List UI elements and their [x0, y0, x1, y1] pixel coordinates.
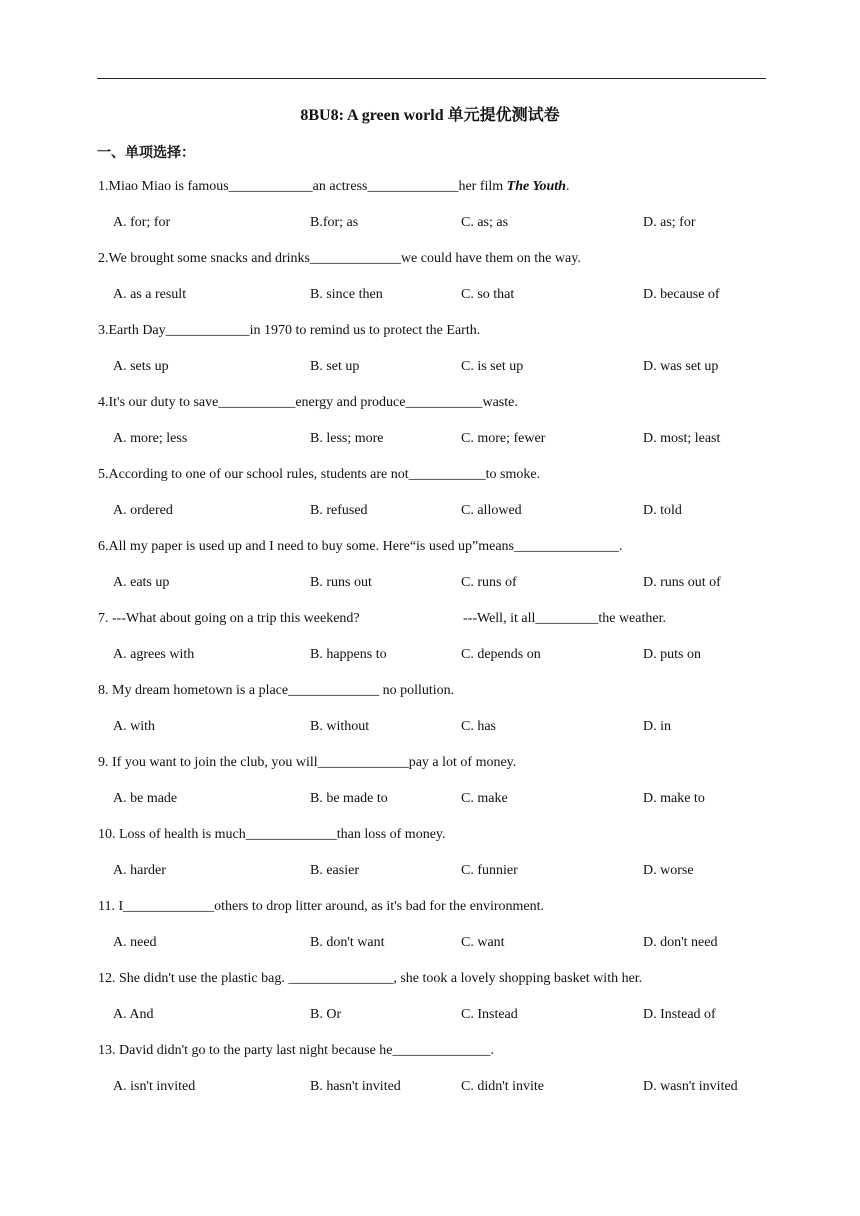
option-a: A. sets up [113, 359, 169, 374]
question-2 [0, 248, 860, 320]
option-d: D. in [643, 719, 671, 734]
option-c: C. has [461, 719, 496, 734]
option-d: D. Instead of [643, 1007, 716, 1022]
option-b: B. set up [310, 359, 360, 374]
option-d: D. most; least [643, 431, 721, 446]
option-b: B. runs out [310, 575, 372, 590]
question-stem [98, 608, 666, 630]
option-d: D. puts on [643, 647, 701, 662]
option-c: C. want [461, 935, 505, 950]
option-a: A. with [113, 719, 155, 734]
option-c: C. funnier [461, 863, 518, 878]
film-title: The Youth [506, 179, 566, 194]
stem-text: 7. ---What about going on a trip this weekend? [98, 611, 360, 626]
option-b: B. refused [310, 503, 368, 518]
option-c: C. make [461, 791, 508, 806]
stem-text: 5.According to one of our school rules, students are not___________to smoke. [98, 467, 541, 482]
stem-text: 13. David didn't go to the party last night because he______________. [98, 1043, 495, 1058]
option-c: C. more; fewer [461, 431, 546, 446]
option-c: C. depends on [461, 647, 541, 662]
option-b: B. since then [310, 287, 383, 302]
question-stem [98, 752, 516, 774]
question-4 [0, 392, 860, 464]
stem-text: 10. Loss of health is much_____________than loss of money. [98, 827, 446, 842]
option-a: A. harder [113, 863, 166, 878]
option-c: C. is set up [461, 359, 524, 374]
question-3 [0, 320, 860, 392]
option-c: C. allowed [461, 503, 522, 518]
option-b: B. don't want [310, 935, 385, 950]
option-a: A. as a result [113, 287, 187, 302]
option-a: A. eats up [113, 575, 170, 590]
option-b: B. happens to [310, 647, 387, 662]
stem-text: 11. I_____________others to drop litter around, as it's bad for the environment. [98, 899, 545, 914]
option-b: B. be made to [310, 791, 388, 806]
option-a: A. And [113, 1007, 154, 1022]
question-11 [0, 896, 860, 968]
question-stem [98, 320, 480, 342]
option-a: A. be made [113, 791, 178, 806]
option-d: D. worse [643, 863, 694, 878]
option-c: C. as; as [461, 215, 509, 230]
option-d: D. wasn't invited [643, 1079, 738, 1094]
option-b: B. hasn't invited [310, 1079, 401, 1094]
question-12 [0, 968, 860, 1040]
question-stem [98, 464, 540, 486]
option-a: A. agrees with [113, 647, 195, 662]
option-c: C. didn't invite [461, 1079, 545, 1094]
option-c: C. runs of [461, 575, 517, 590]
stem-text: 4.It's our duty to save___________energy and produce___________waste. [98, 395, 518, 410]
question-9 [0, 752, 860, 824]
option-c: C. Instead [461, 1007, 518, 1022]
question-7 [0, 608, 860, 680]
stem-text: 12. She didn't use the plastic bag. _______________, she took a lovely shopping basket with her. [98, 971, 643, 986]
option-d: D. runs out of [643, 575, 721, 590]
question-8 [0, 680, 860, 752]
option-b: B. easier [310, 863, 359, 878]
stem-text: 9. If you want to join the club, you will_____________pay a lot of money. [98, 755, 517, 770]
question-stem [98, 824, 446, 846]
question-stem [98, 1040, 494, 1062]
page-title: 8BU8: A green world 单元提优测试卷 [300, 107, 560, 124]
stem-text: 8. My dream hometown is a place_____________ no pollution. [98, 683, 455, 698]
question-list [0, 176, 860, 1112]
option-b: B. Or [310, 1007, 342, 1022]
option-a: A. for; for [113, 215, 171, 230]
question-stem [98, 896, 544, 918]
option-d: D. told [643, 503, 682, 518]
section-heading: 一、单项选择： [97, 145, 195, 161]
question-10 [0, 824, 860, 896]
question-stem [98, 392, 518, 414]
option-b: B. less; more [310, 431, 384, 446]
question-stem [98, 248, 581, 270]
stem-reply: ---Well, it all_________the weather. [463, 611, 666, 626]
option-d: D. don't need [643, 935, 718, 950]
question-stem [98, 176, 569, 198]
option-d: D. as; for [643, 215, 696, 230]
option-a: A. ordered [113, 503, 173, 518]
question-5 [0, 464, 860, 536]
option-d: D. make to [643, 791, 705, 806]
stem-text: . [565, 179, 570, 194]
option-a: A. need [113, 935, 157, 950]
question-stem [98, 968, 642, 990]
stem-text: 6.All my paper is used up and I need to buy some. Here“is used up”means_______________. [98, 539, 623, 554]
option-a: A. more; less [113, 431, 188, 446]
question-stem [98, 680, 454, 702]
header-rule [97, 78, 766, 79]
question-1 [0, 176, 860, 248]
stem-text: 2.We brought some snacks and drinks_____________we could have them on the way. [98, 251, 581, 266]
question-6 [0, 536, 860, 608]
question-stem [98, 536, 623, 558]
option-b: B.for; as [310, 215, 359, 230]
option-c: C. so that [461, 287, 515, 302]
stem-text: 3.Earth Day____________in 1970 to remind us to protect the Earth. [98, 323, 481, 338]
option-d: D. because of [643, 287, 720, 302]
option-a: A. isn't invited [113, 1079, 196, 1094]
stem-text: 1.Miao Miao is famous____________an actress_____________her film [98, 179, 507, 194]
question-13 [0, 1040, 860, 1112]
option-d: D. was set up [643, 359, 719, 374]
option-b: B. without [310, 719, 370, 734]
